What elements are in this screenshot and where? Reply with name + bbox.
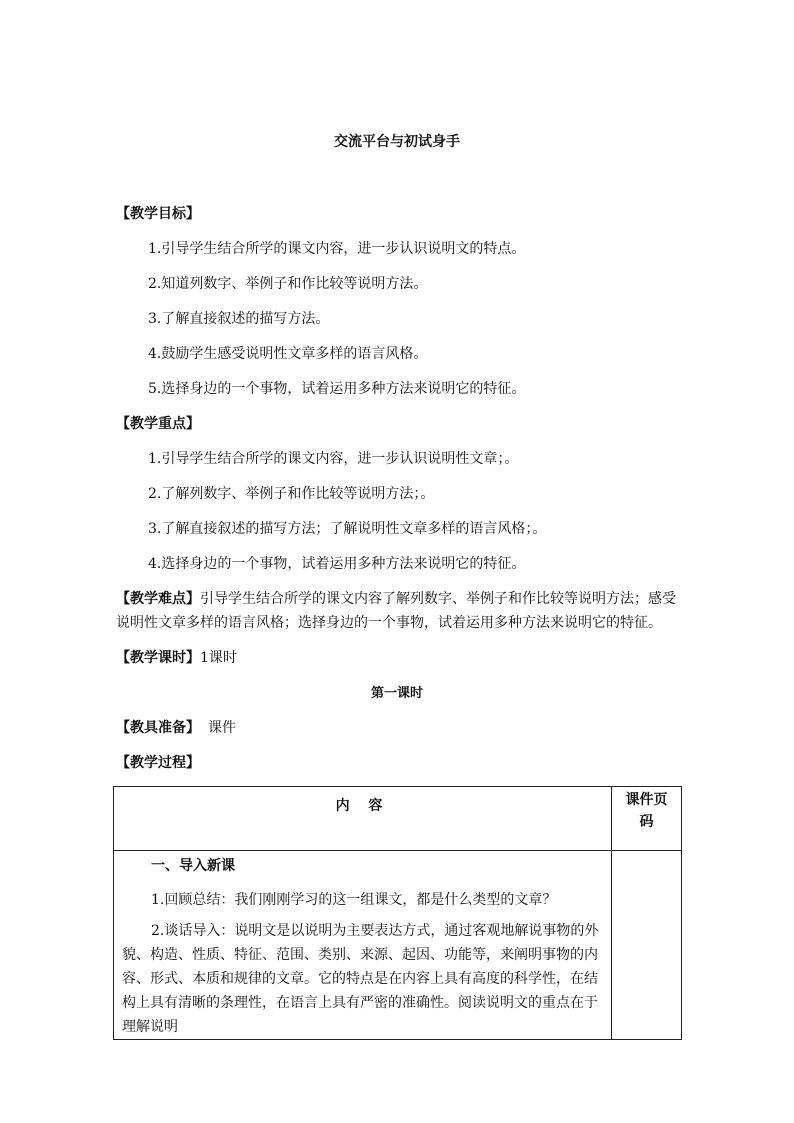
goals-heading: 【教学目标】 <box>116 206 200 222</box>
focus-item-3: 3.了解直接叙述的描写方法；了解说明性文章多样的语言风格；。 <box>148 521 547 537</box>
goal-item-1: 1.引导学生结合所学的课文内容，进一步认识说明文的特点。 <box>148 241 526 257</box>
goal-item-4: 4.鼓励学生感受说明性文章多样的语言风格。 <box>148 346 428 362</box>
focus-item-1: 1.引导学生结合所学的课文内容，进一步认识说明性文章；。 <box>148 451 519 467</box>
difficulty-text-2: 说明性文章多样的语言风格；选择身边的一个事物，试着运用多种方法来说明它的特征。 <box>116 615 662 631</box>
hours-value: 1课时 <box>200 650 237 666</box>
table-row <box>114 851 682 1040</box>
intro-paragraph-2: 2.谈话导入：说明文是以说明为主要表达方式，通过客观地解说事物的外貌、构造、性质、特征、范围、类别、来源、起因、功能等，来阐明事物的内容、形式、本质和规律的文章。它的特点是在内容上具有高度的科学性，在结构上具有清晰的条理性，在语言上具有严密的准确性。阅读说明文的重点在于理解说明 <box>122 923 599 1035</box>
goal-item-2: 2.知道列数字、举例子和作比较等说明方法。 <box>148 276 428 292</box>
tools-heading: 【教具准备】 <box>116 720 200 736</box>
difficulty-line-1 <box>116 588 676 608</box>
page-cell <box>612 851 682 1040</box>
focus-heading: 【教学重点】 <box>116 416 200 432</box>
focus-item-2: 2.了解列数字、举例子和作比较等说明方法；。 <box>148 486 435 502</box>
process-heading: 【教学过程】 <box>116 755 200 771</box>
hours-line <box>116 647 237 667</box>
difficulty-text-1: 引导学生结合所学的课文内容了解列数字、举例子和作比较等说明方法；感受 <box>200 591 676 607</box>
difficulty-heading: 【教学难点】 <box>116 591 200 607</box>
content-cell <box>114 851 612 1040</box>
header-page-line-1: 课件页 <box>625 792 668 808</box>
section-intro-heading: 一、导入新课 <box>151 858 235 874</box>
lesson-table <box>113 786 682 1040</box>
document-title: 交流平台与初试身手 <box>334 134 460 150</box>
hours-heading: 【教学课时】 <box>116 650 200 666</box>
intro-paragraph-1: 1.回顾总结：我们刚刚学习的这一组课文，都是什么类型的文章？ <box>151 892 557 908</box>
header-page <box>612 787 682 851</box>
session-title: 第一课时 <box>370 686 423 701</box>
goal-item-3: 3.了解直接叙述的描写方法。 <box>148 311 330 327</box>
tools-value: 课件 <box>208 720 236 736</box>
tools-line <box>116 717 236 737</box>
header-page-line-2: 码 <box>639 814 654 830</box>
goal-item-5: 5.选择身边的一个事物，试着运用多种方法来说明它的特征。 <box>148 381 526 397</box>
table-header-row <box>114 787 682 851</box>
header-content: 内 容 <box>114 787 612 851</box>
focus-item-4: 4.选择身边的一个事物，试着运用多种方法来说明它的特征。 <box>148 556 526 572</box>
